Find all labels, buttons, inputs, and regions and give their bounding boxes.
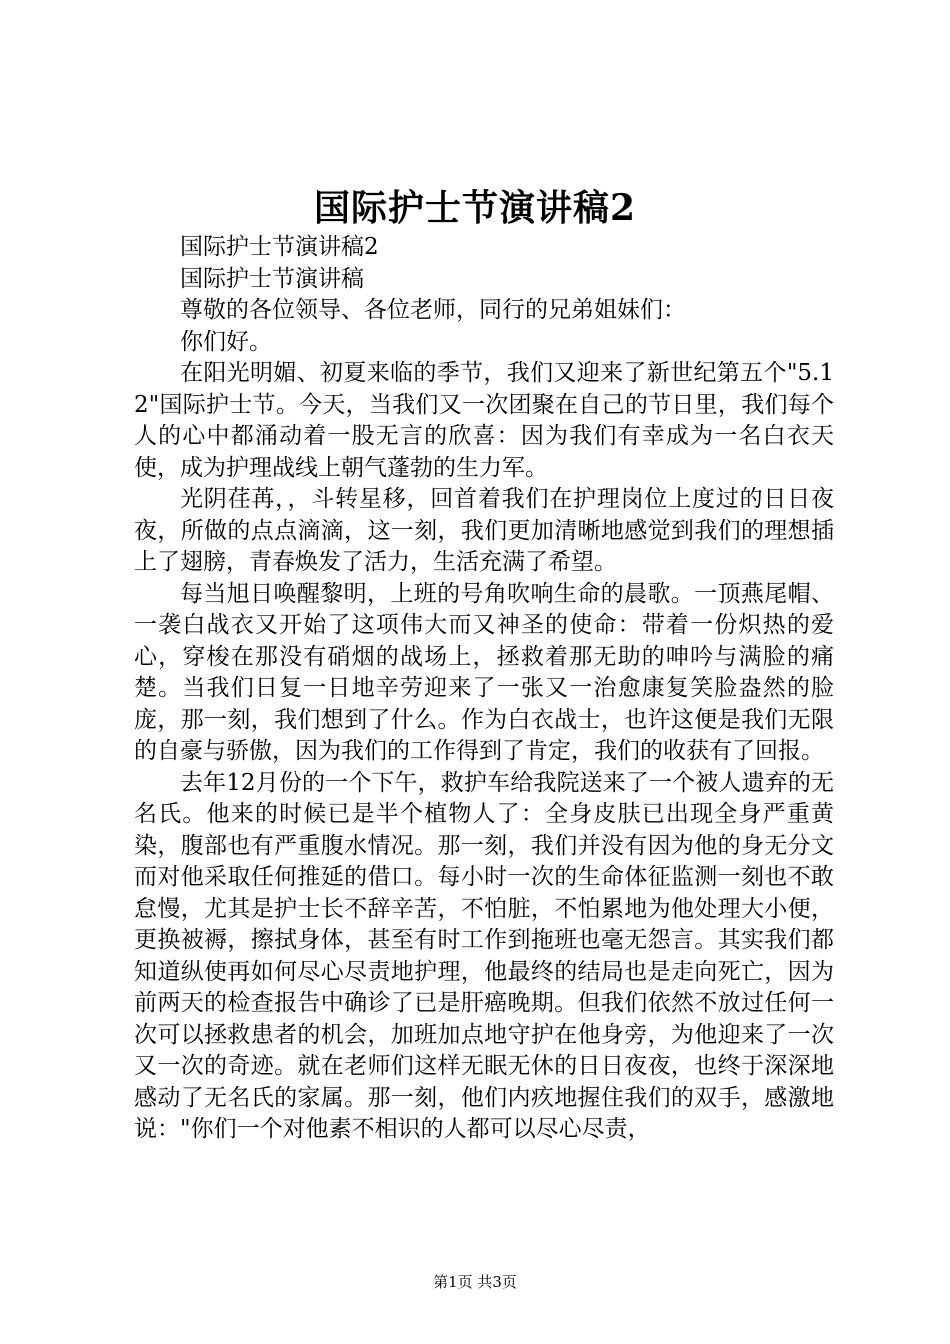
paragraph: 光阴荏苒，，斗转星移，回首着我们在护理岗位上度过的日日夜夜，所做的点点滴滴，这一刻，我们更加清晰地感觉到我们的理想插上了翅膀，青春焕发了活力，生活充满了希望。	[134, 486, 834, 575]
page-number-footer: 第1页 共3页	[433, 1273, 517, 1291]
page-title: 国际护士节演讲稿2	[313, 187, 637, 229]
paragraph: 尊敬的各位领导、各位老师，同行的兄弟姐妹们：	[180, 297, 686, 323]
paragraph: 国际护士节演讲稿2	[180, 234, 379, 260]
paragraph: 去年12月份的一个下午，救护车给我院送来了一个被人遗弃的无名氏。他来的时候已是半个植物人了：全身皮肤已出现全身严重黄染，腹部也有严重腹水情况。那一刻，我们并没有因为他的身无分文而对他采取任何推延的借口。每小时一次的生命体征监测一刻也不敢怠慢，尤其是护士长不辞辛苦，不怕脏，不怕累地为他处理大小便，更换被褥，擦拭身体，甚至有时工作到拖班也毫无怨言。其实我们都知道纵使再如何尽心尽责地护理，他最终的结局也是走向死亡，因为前两天的检查报告中确诊了已是肝癌晚期。但我们依然不放过任何一次可以拯救患者的机会，加班加点地守护在他身旁，为他迎来了一次又一次的奇迹。就在老师们这样无眠无休的日日夜夜，也终于深深地感动了无名氏的家属。那一刻，他们内疚地握住我们的双手，感激地说："你们一个对他素不相识的人都可以尽心尽责，	[134, 769, 834, 1142]
paragraph: 每当旭日唤醒黎明，上班的号角吹响生命的晨歌。一顶燕尾帽、一袭白战衣又开始了这项伟大而又神圣的使命：带着一份炽热的爱心，穿梭在那没有硝烟的战场上，拯救着那无助的呻吟与满脸的痛楚。当我们日复一日地辛劳迎来了一张又一治愈康复笑脸盎然的脸庞，那一刻，我们想到了什么。作为白衣战士，也许这便是我们无限的自豪与骄傲，因为我们的工作得到了肯定，我们的收获有了回报。	[134, 580, 834, 764]
document-body	[134, 232, 834, 1146]
paragraph: 国际护士节演讲稿	[180, 265, 364, 292]
paragraph: 你们好。	[180, 328, 272, 355]
paragraph: 在阳光明媚、初夏来临的季节，我们又迎来了新世纪第五个"5.12"国际护士节。今天，当我们又一次团聚在自己的节日里，我们每个人的心中都涌动着一股无言的欣喜：因为我们有幸成为一名白衣天使，成为护理战线上朝气蓬勃的生力军。	[134, 360, 834, 481]
